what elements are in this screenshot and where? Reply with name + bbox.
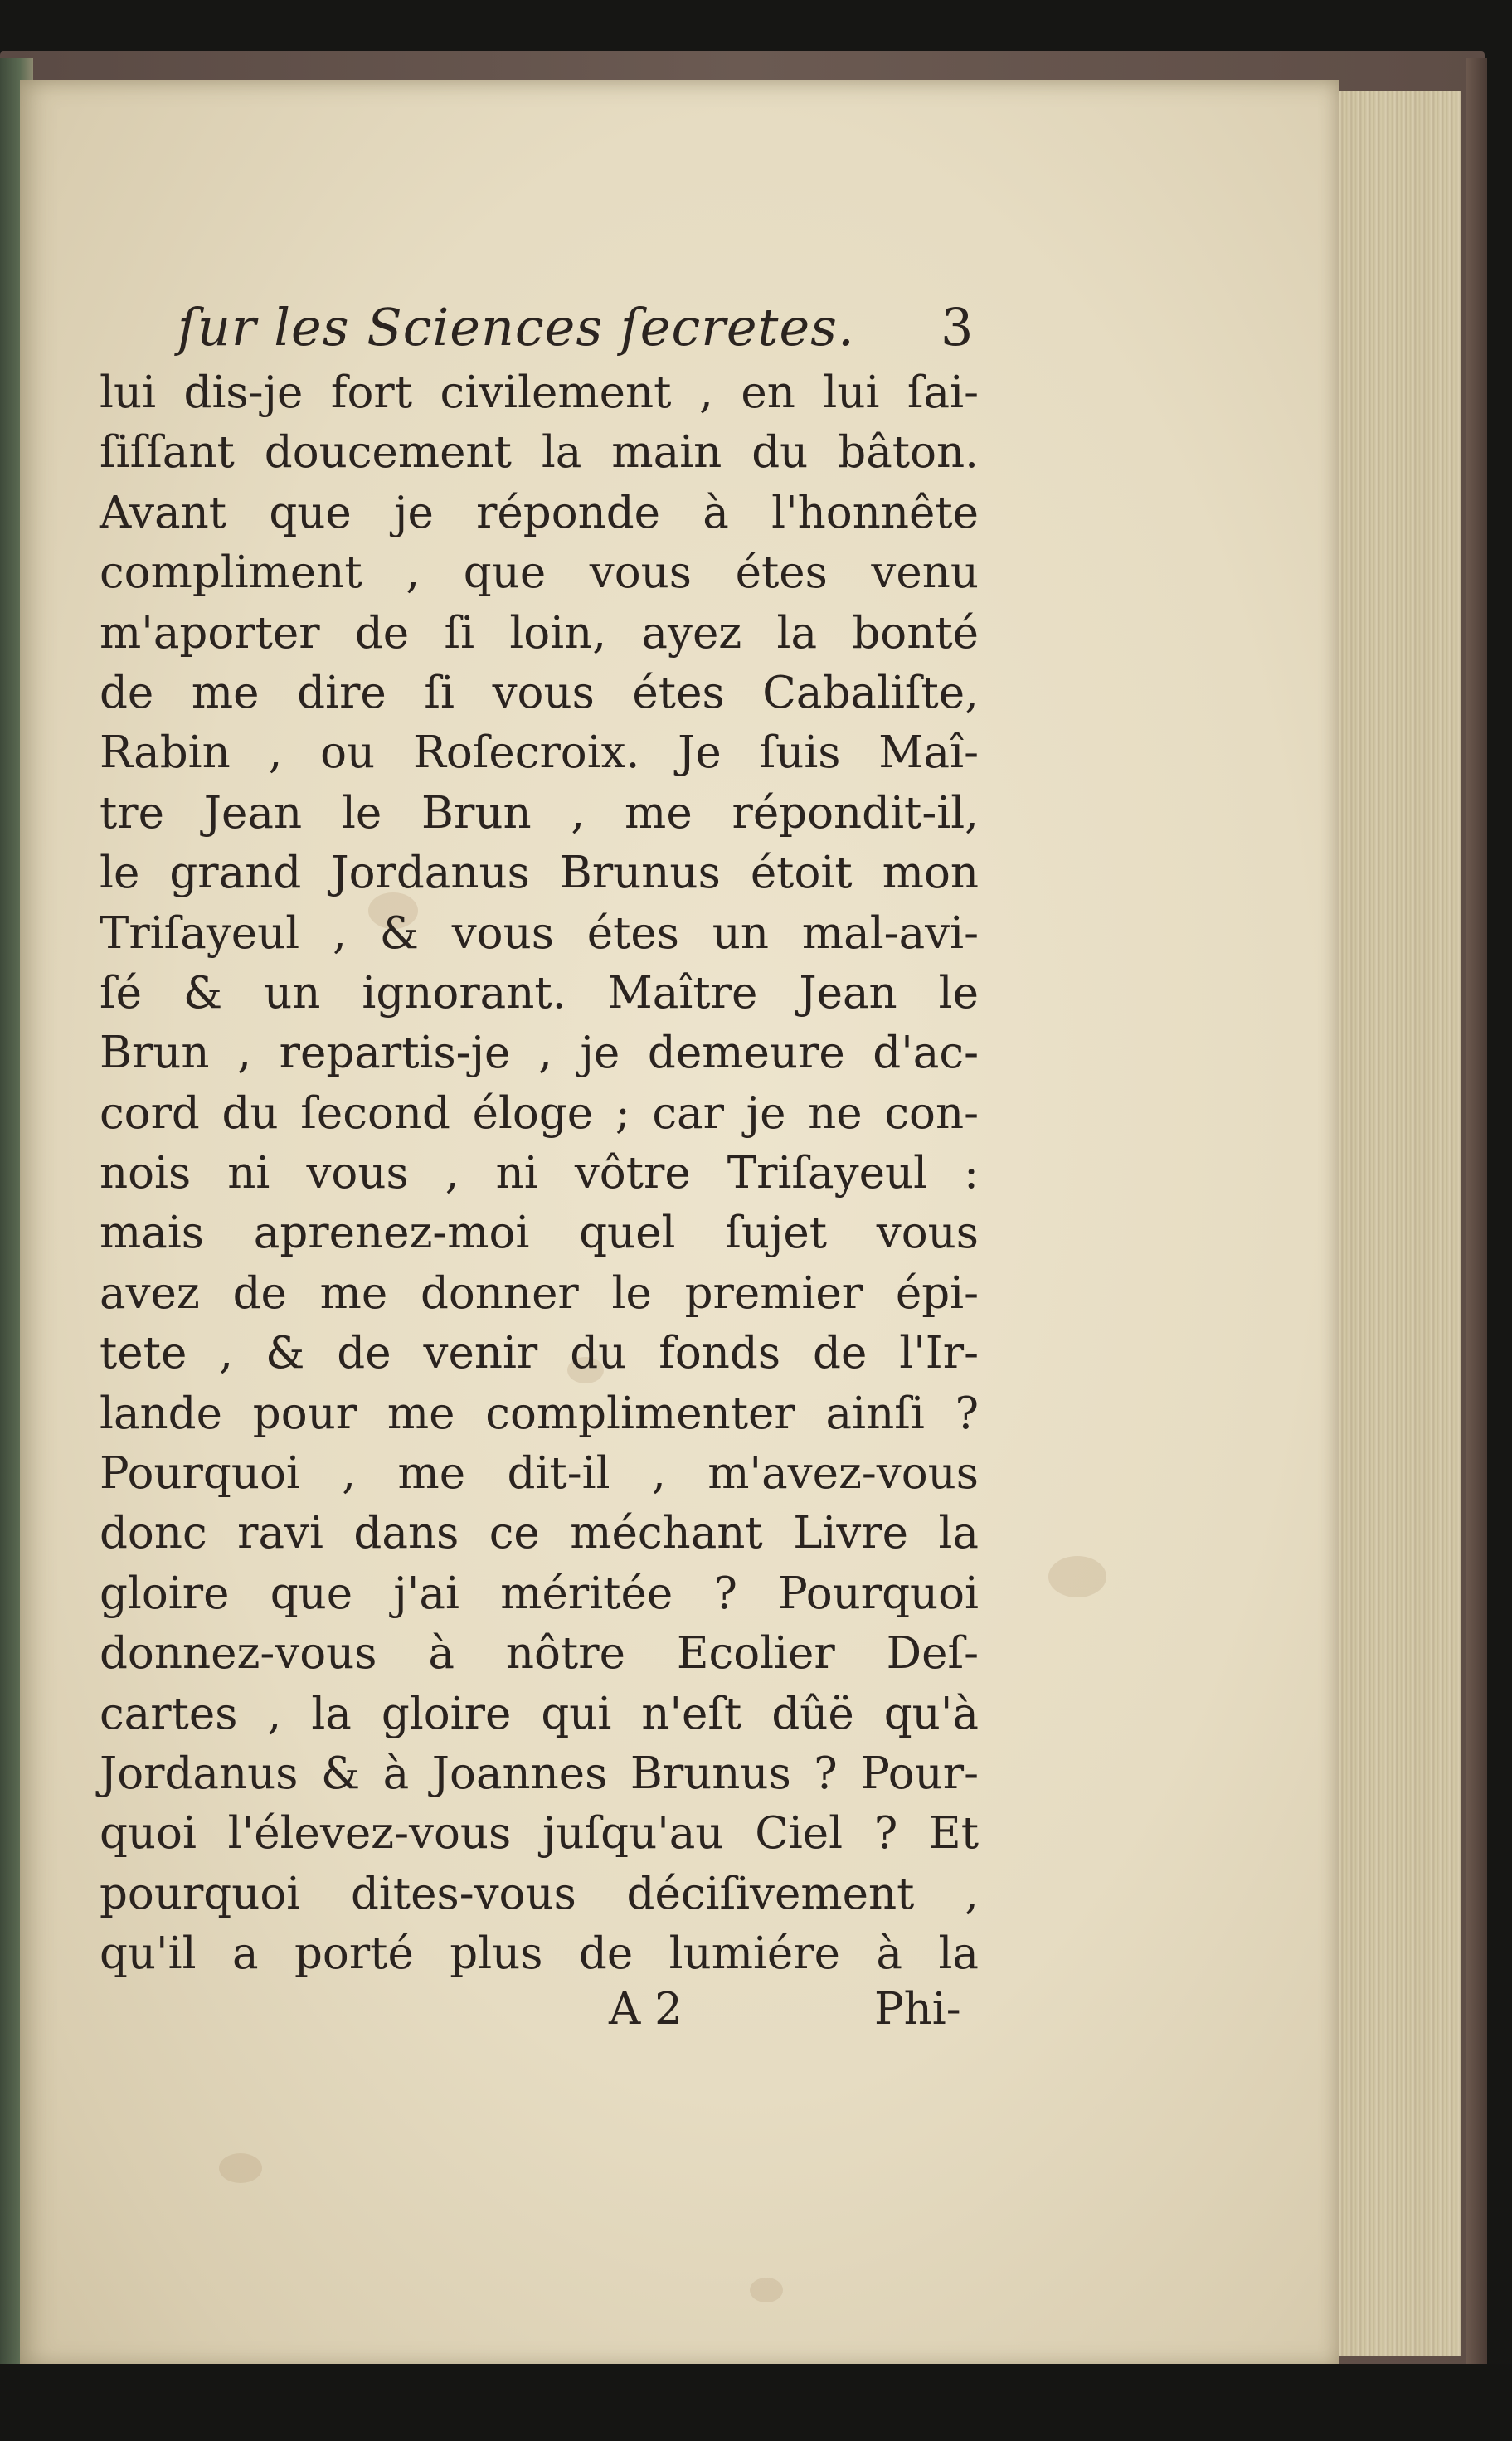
text-line: cord du ſecond éloge ; car je ne con- [100, 1087, 979, 1139]
text-line: Triſayeul , & vous étes un mal-avi- [100, 907, 979, 959]
foxing-stain [1048, 1556, 1106, 1597]
text-line: Rabin , ou Roſecroix. Je ſuis Maî- [100, 727, 979, 779]
text-line: le grand Jordanus Brunus étoit mon [100, 848, 979, 899]
page-number: 3 [941, 297, 975, 357]
text-line: de me dire ſi vous étes Cabaliſte, [100, 667, 979, 718]
text-line: Brun , repartis-je , je demeure d'ac- [100, 1028, 979, 1079]
text-line: Avant que je réponde à l'honnête [100, 487, 979, 538]
text-line: nois ni vous , ni vôtre Triſayeul : [100, 1148, 979, 1199]
body-text [100, 363, 979, 1985]
text-line: compliment , que vous étes venu [100, 547, 979, 599]
text-line: Jordanus & à Joannes Brunus ? Pour- [100, 1748, 979, 1799]
foxing-stain [750, 2278, 783, 2302]
text-line: Pourquoi , me dit-il , m'avez-vous [100, 1448, 979, 1500]
page-footer [100, 1984, 979, 2050]
foxing-stain [219, 2153, 262, 2183]
running-header [177, 297, 1007, 363]
text-line: donc ravi dans ce méchant Livre la [100, 1508, 979, 1559]
text-line: tete , & de venir du fonds de l'Ir- [100, 1328, 979, 1379]
text-line: avez de me donner le premier épi- [100, 1267, 979, 1319]
text-line: lui dis-je fort civilement , en lui ſai- [100, 367, 979, 418]
catchword: Phi- [874, 1984, 961, 2035]
running-head-title: ſur les Sciences ſecretes. [177, 297, 855, 357]
text-line: donnez-vous à nôtre Ecolier Deſ- [100, 1628, 979, 1680]
background-shadow [0, 2364, 1512, 2441]
text-line: ſiſſant doucement la main du bâton. [100, 427, 979, 479]
book-page [20, 80, 1339, 2369]
text-line: gloire que j'ai méritée ? Pourquoi [100, 1568, 979, 1619]
text-line: quoi l'élevez-vous juſqu'au Ciel ? Et [100, 1808, 979, 1860]
text-line: lande pour me complimenter ainſi ? [100, 1388, 979, 1439]
text-line: ſé & un ignorant. Maître Jean le [100, 967, 979, 1019]
text-line: tre Jean le Brun , me répondit-il, [100, 787, 979, 839]
text-line: mais aprenez-moi quel ſujet vous [100, 1208, 979, 1259]
page-edges [1327, 91, 1461, 2356]
text-line: pourquoi dites-vous déciſivement , [100, 1868, 979, 1919]
cover-edge [1466, 58, 1487, 2389]
signature-mark: A 2 [609, 1984, 683, 2035]
text-line: cartes , la gloire qui n'eſt dûë qu'à [100, 1688, 979, 1739]
text-line: m'aporter de ſi loin, ayez la bonté [100, 607, 979, 659]
text-line: qu'il a porté plus de lumiére à la [100, 1928, 979, 1980]
